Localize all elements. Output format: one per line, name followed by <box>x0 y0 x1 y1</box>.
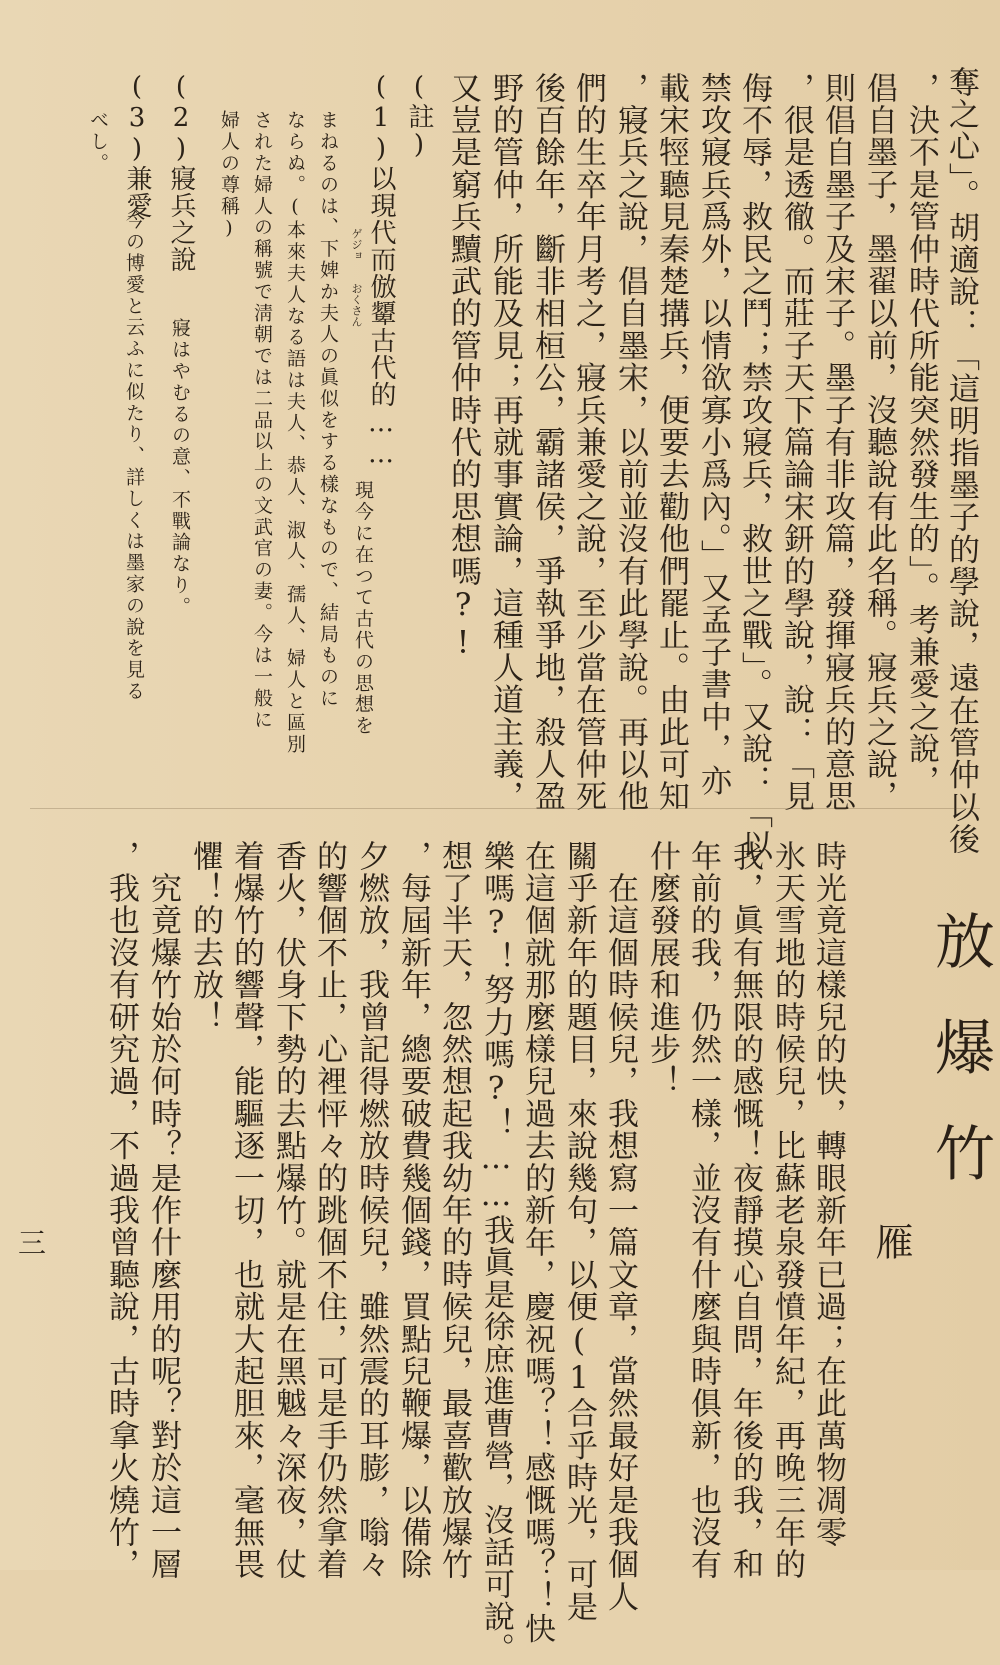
article-text-column: 香火，伏身下勢的去點爆竹。就是在黑魆々深夜，仗 <box>270 840 306 1581</box>
note-3-heading: (3)兼愛 <box>122 72 152 219</box>
top-text-column: 侮不辱，救民之鬥；禁攻寢兵，救世之戰」。又說：「以 <box>736 72 772 862</box>
article-text-column: 在這個時候兒，我想寫一篇文章，當然最好是我個人 <box>602 840 638 1613</box>
top-text-column: 倡自墨子，墨翟以前，沒聽說有此名稱。寢兵之說， <box>861 72 897 813</box>
note-3-continuation: べし。 <box>87 110 109 175</box>
top-text-column: 奪之心」。胡適說：「這明指墨子的學說，遠在管仲以後 <box>943 66 979 856</box>
article-text-column: 的響個不止，心裡怦々的跳個不住，可是手仍然拿着 <box>311 840 347 1581</box>
article-text-column: 在這個就那麼樣兒過去的新年，慶祝嗎？！感慨嗎？！快 <box>519 840 555 1645</box>
top-text-column: 又豈是窮兵黷武的管仲時代的思想嗎?! <box>445 72 481 662</box>
notes-label: (註) <box>404 72 434 161</box>
article-text-column: 什麼發展和進步！ <box>644 840 680 1098</box>
article-title: 放爆竹 <box>925 910 995 1228</box>
note-1-line: された婦人の稱號で淸朝では二品以上の文武官の妻。今は一般に <box>251 110 273 731</box>
article-author: 雁 <box>869 1222 913 1260</box>
top-text-column: 們的生卒年月考之，寢兵兼愛之說，至少當在管仲死 <box>570 72 606 813</box>
top-text-column: 則倡自墨子及宋子。墨子有非攻篇，發揮寢兵的意思 <box>819 72 855 813</box>
note-1-ruby: おくさん <box>350 283 363 327</box>
top-text-column: 後百餘年，斷非相桓公，霸諸侯，爭執爭地，殺人盈 <box>529 72 565 813</box>
note-3-text: 今の博愛と云ふに似たり、詳しくは墨家の說を見る <box>123 210 145 703</box>
article-text-column: 夕燃放，我曾記得燃放時候兒，雖然震的耳膨，嗡々 <box>353 840 389 1581</box>
top-text-column: ，決不是管仲時代所能突然發生的」。考兼愛之說， <box>903 72 939 798</box>
article-text-column: 想了半天，忽然想起我幼年的時候兒，最喜歡放爆竹 <box>436 840 472 1581</box>
page-number: 三 <box>14 1228 47 1256</box>
article-text-column: 時光竟這樣兒的快，轉眼新年已過；在此萬物凋零 <box>810 840 846 1549</box>
top-text-column: 禁攻寢兵爲外，以情欲寡小爲內。」又孟子書中，亦 <box>695 72 731 798</box>
note-1-ruby: ゲジョ <box>350 228 363 261</box>
note-1-line: まねるのは、下婢か夫人の眞似をする樣なもので、結局ものに <box>317 110 339 710</box>
article-text-column: 我，眞有無限的感慨！夜靜摸心自問，年後的我，和 <box>727 840 763 1581</box>
article-text-column: 氷天雪地的時候兒，比蘇老泉發憤年紀，再晚三年的 <box>769 840 805 1581</box>
note-1-line: 婦人の尊稱) <box>218 110 240 242</box>
article-text-column: 懼！的去放！ <box>187 840 223 1034</box>
article-text-column: 年前的我，仍然一樣，並沒有什麼與時俱新，也沒有 <box>685 840 721 1581</box>
article-text-column: 樂嗎?！努力嗎?！……我眞是徐庶進曹營，沒話可說。 <box>478 840 514 1665</box>
article-text-column: 究竟爆竹始於何時？是作什麼用的呢？對於這一層 <box>145 840 181 1581</box>
top-text-column: 載宋牼聽見秦楚搆兵，便要去勸他們罷止。由此可知 <box>653 72 689 813</box>
article-text-column: 關乎新年的題目，來說幾句，以便(1合乎時光，可是 <box>561 840 597 1623</box>
article-text-column: 着爆竹的響聲，能驅逐一切，也就大起胆來，毫無畏 <box>228 840 264 1581</box>
top-text-column: ，很是透徹。而莊子天下篇論宋鈃的學說，說：「見 <box>778 72 814 813</box>
note-2-text: 寢はやむるの意、不戰論なり。 <box>169 318 191 618</box>
note-1-heading: (1)以現代而倣顰古代的…… <box>366 72 396 470</box>
note-1-line: ならぬ。(本來夫人なる語は夫人、恭人、淑人、孺人、婦人と區別 <box>284 110 306 755</box>
note-2-heading: (2)寢兵之說 <box>166 72 196 273</box>
top-text-column: 野的管仲，所能及見；再就事實論，這種人道主義， <box>487 72 523 813</box>
top-text-column: ，寢兵之說，倡自墨宋，以前並沒有此學說。再以他 <box>612 72 648 813</box>
section-divider <box>30 808 980 809</box>
article-text-column: ，每屆新年，總要破費幾個錢，買點兒鞭爆，以備除 <box>395 840 431 1581</box>
note-1-line: 現今に在つて古代の思想を <box>352 480 374 737</box>
article-text-column: ，我也沒有研究過，不過我曾聽說，古時拿火燒竹， <box>103 840 139 1581</box>
